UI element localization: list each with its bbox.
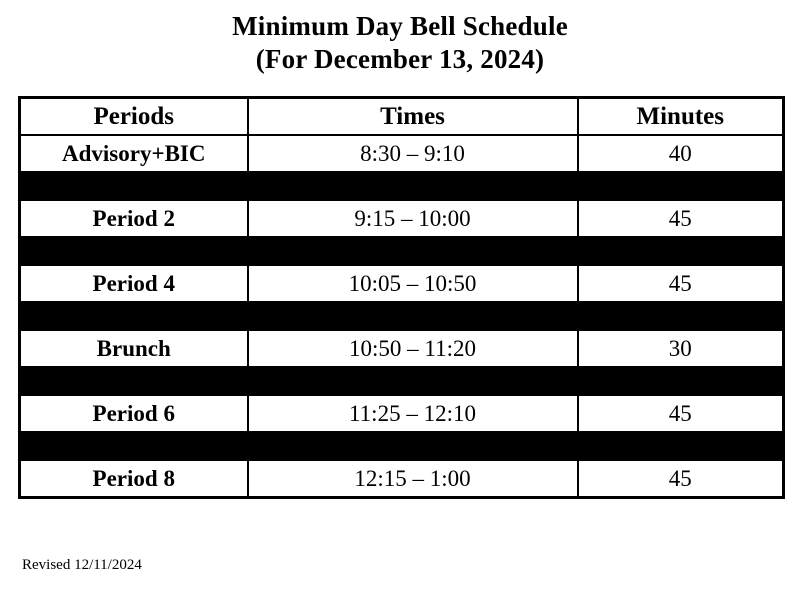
period-time: 10:05 – 10:50 [248,265,578,302]
divider-cell [248,302,578,330]
period-minutes: 45 [578,460,784,498]
period-label: Brunch [20,330,248,367]
column-header-minutes: Minutes [578,98,784,136]
document-title-block [0,0,800,76]
schedule-table-wrapper [18,96,782,499]
period-time: 9:15 – 10:00 [248,200,578,237]
divider-cell [248,172,578,200]
divider-cell [20,172,248,200]
period-time: 8:30 – 9:10 [248,135,578,172]
divider-cell [578,432,784,460]
divider-cell [20,367,248,395]
period-label: Period 8 [20,460,248,498]
row-divider-bar [20,302,784,330]
table-row [20,460,784,498]
table-row [20,330,784,367]
divider-cell [578,367,784,395]
period-label: Period 4 [20,265,248,302]
column-header-times: Times [248,98,578,136]
period-label: Period 2 [20,200,248,237]
table-row [20,200,784,237]
bell-schedule-table [18,96,785,499]
row-divider-bar [20,432,784,460]
divider-cell [578,237,784,265]
period-minutes: 45 [578,200,784,237]
divider-cell [248,237,578,265]
divider-cell [20,432,248,460]
period-time: 12:15 – 1:00 [248,460,578,498]
row-divider-bar [20,237,784,265]
table-row [20,395,784,432]
period-label: Advisory+BIC [20,135,248,172]
table-header-row [20,98,784,136]
period-time: 11:25 – 12:10 [248,395,578,432]
divider-cell [248,367,578,395]
period-time: 10:50 – 11:20 [248,330,578,367]
period-label: Period 6 [20,395,248,432]
divider-cell [248,432,578,460]
page-subtitle: (For December 13, 2024) [255,44,545,74]
period-minutes: 40 [578,135,784,172]
divider-cell [578,172,784,200]
page-title: Minimum Day Bell Schedule [232,11,568,41]
divider-cell [20,302,248,330]
column-header-periods: Periods [20,98,248,136]
divider-cell [578,302,784,330]
row-divider-bar [20,367,784,395]
table-row [20,265,784,302]
period-minutes: 45 [578,265,784,302]
table-row [20,135,784,172]
revised-note: Revised 12/11/2024 [22,557,142,573]
period-minutes: 30 [578,330,784,367]
period-minutes: 45 [578,395,784,432]
divider-cell [20,237,248,265]
row-divider-bar [20,172,784,200]
